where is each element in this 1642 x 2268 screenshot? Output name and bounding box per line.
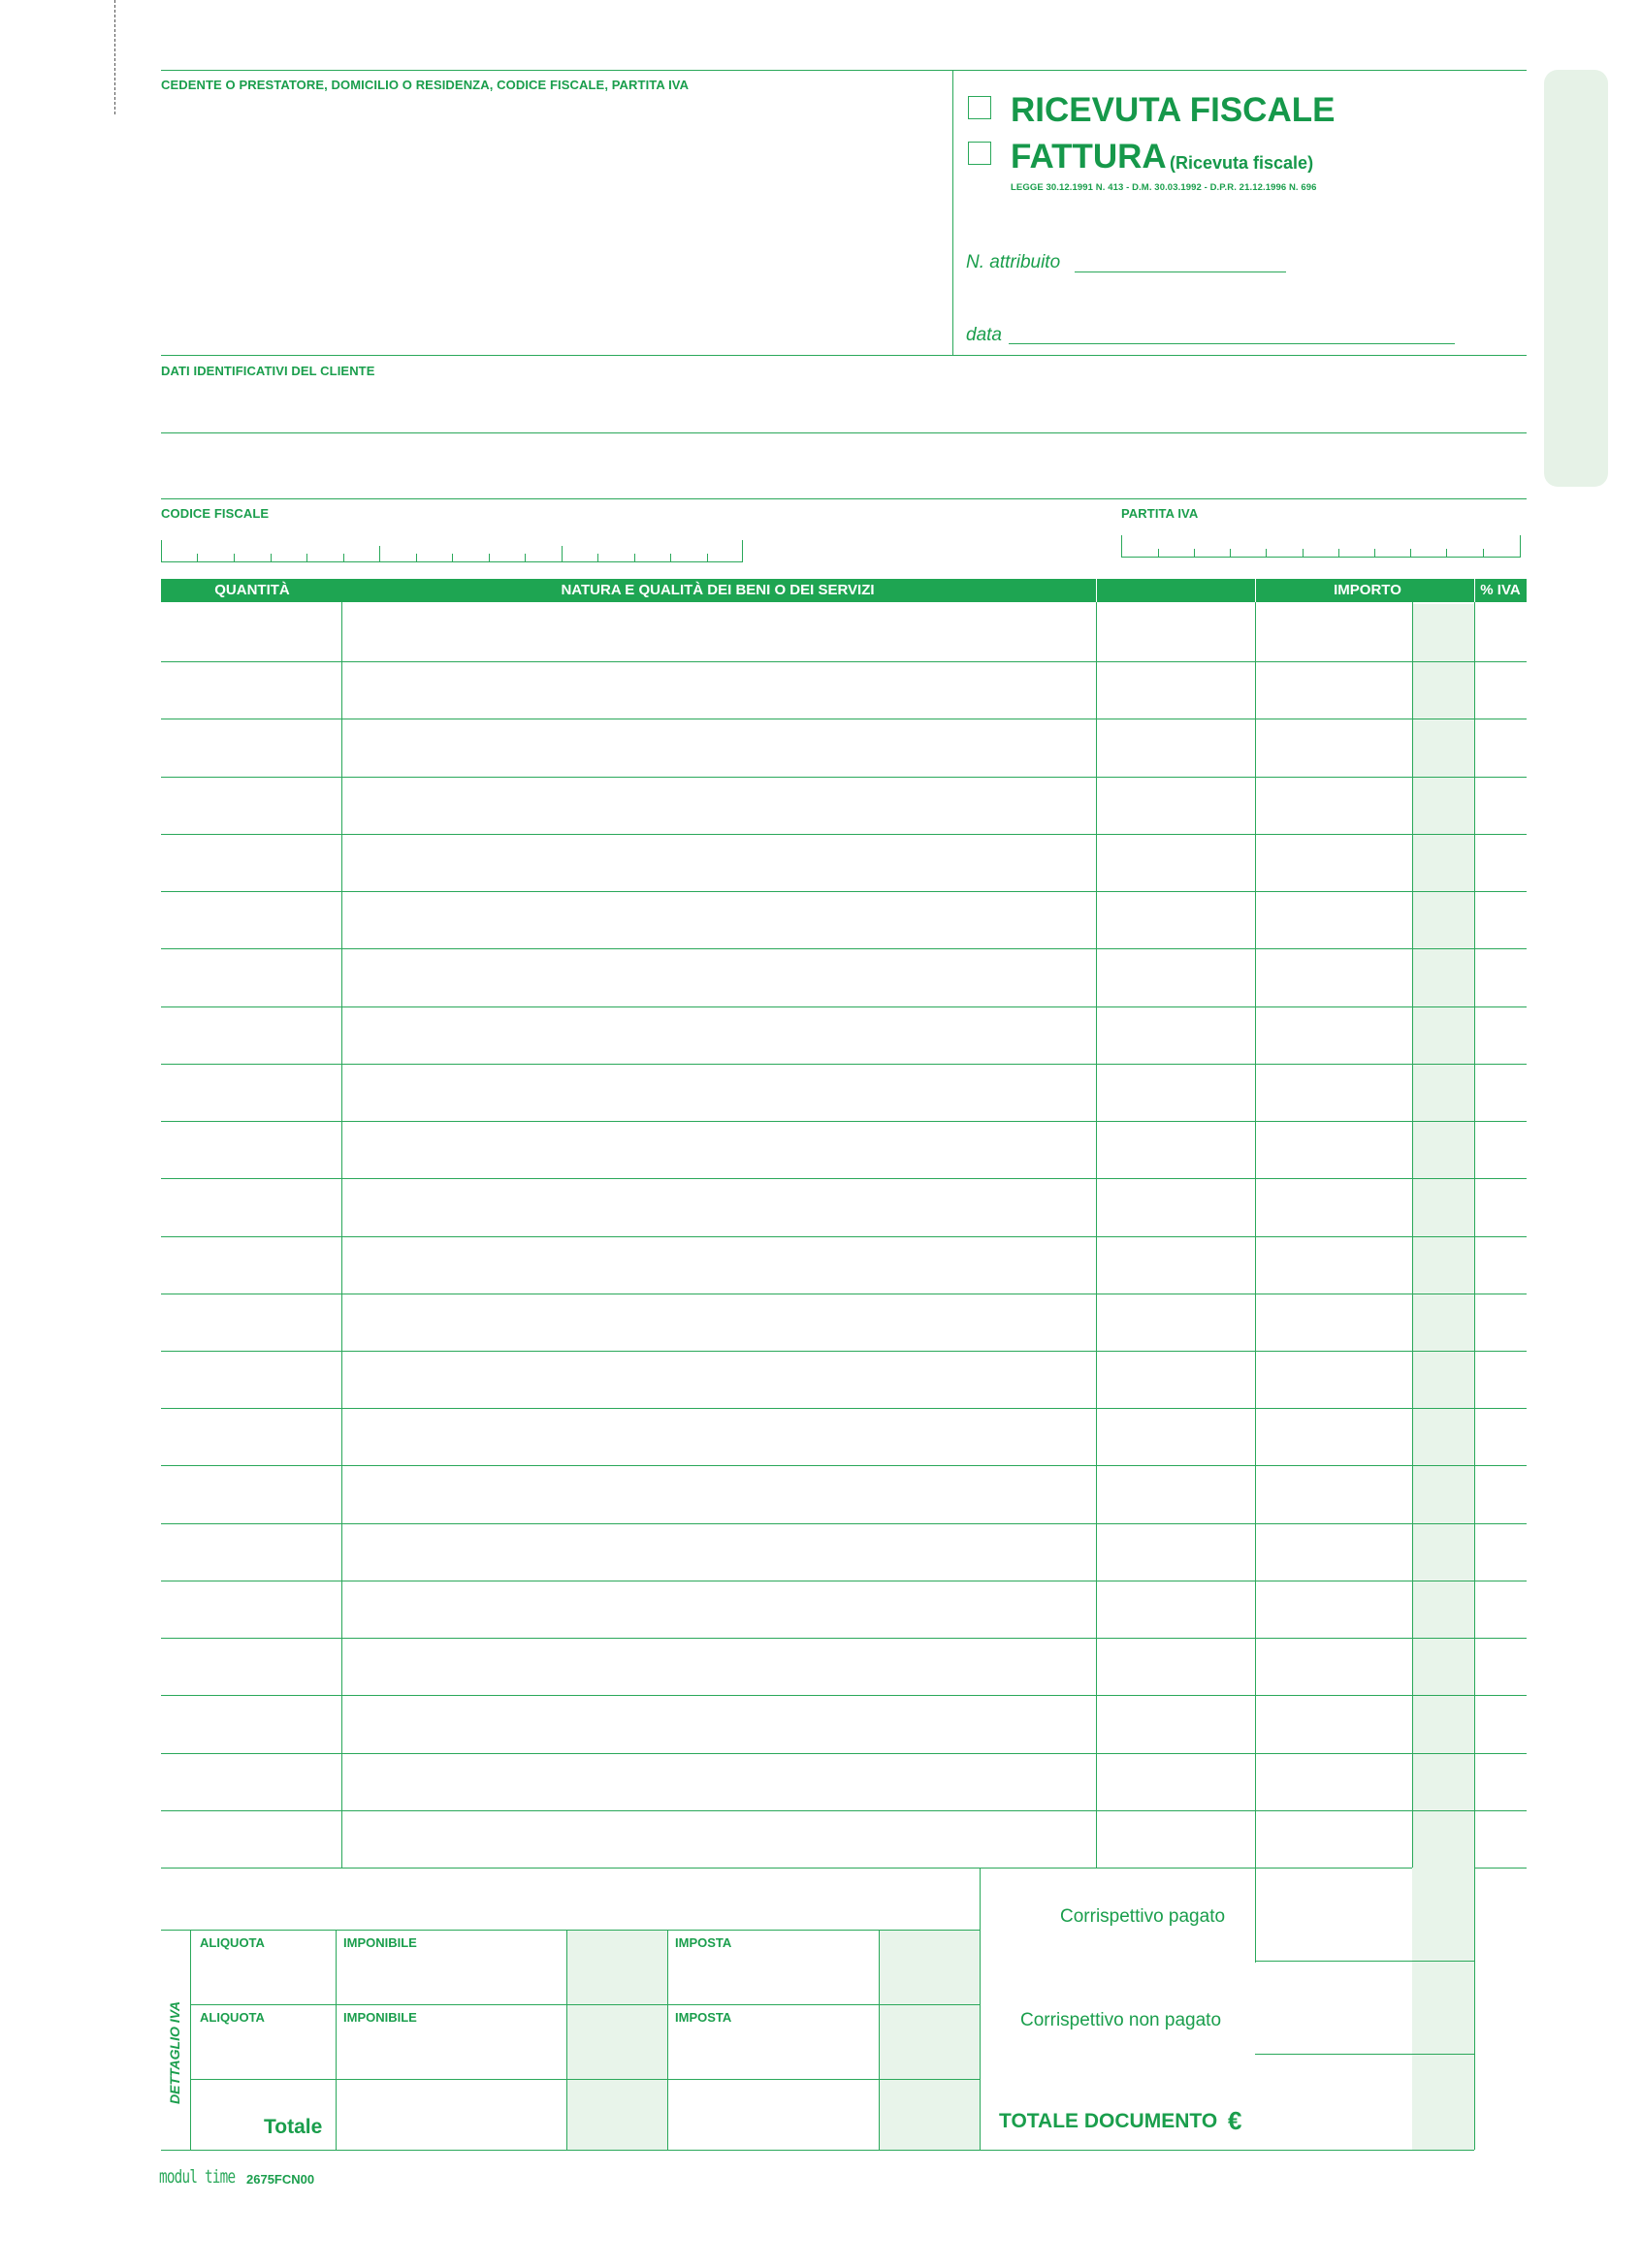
tax-code-tick (306, 554, 307, 561)
issuer-label: CEDENTE O PRESTATORE, DOMICILIO O RESIDENZA, CODICE FISCALE, PARTITA IVA (161, 78, 690, 92)
client-label: DATI IDENTIFICATIVI DEL CLIENTE (161, 364, 375, 378)
tax-code-tick (234, 554, 235, 561)
summary-rule (1255, 1961, 1474, 1962)
vat-divider (667, 1930, 668, 2150)
tax-code-tick (562, 546, 563, 561)
tax-code-tick (525, 554, 526, 561)
tax-code-tick (452, 554, 453, 561)
table-row[interactable] (161, 604, 1527, 661)
vat-top-rule (161, 1930, 980, 1931)
vat-number-tick (1446, 549, 1447, 557)
vat-rate-label-2: ALIQUOTA (200, 2010, 265, 2025)
table-row[interactable] (161, 1523, 1527, 1581)
legal-reference: LEGGE 30.12.1991 N. 413 - D.M. 30.03.1992 - D.P.R. 21.12.1996 N. 696 (1011, 182, 1317, 193)
header-sep (1474, 579, 1475, 602)
vat-tax-field-2[interactable] (669, 2026, 877, 2076)
col-amount-header: IMPORTO (1334, 582, 1401, 598)
vat-tax-field-1[interactable] (669, 1951, 877, 2001)
paid-label: Corrispettivo pagato (1060, 1906, 1226, 1927)
vat-row-rule (190, 2079, 980, 2080)
tax-code-tick (271, 554, 272, 561)
brand-logo: modul time (159, 2166, 236, 2188)
tax-code-tick (707, 554, 708, 561)
invoice-title: FATTURA (1011, 138, 1167, 176)
vat-taxable-label-2: IMPONIBILE (343, 2010, 417, 2025)
col-vat-header: % IVA (1480, 582, 1521, 598)
vat-tax-label-1: IMPOSTA (675, 1935, 732, 1950)
vat-tax-shade (879, 1930, 980, 2150)
col-quantity-header: QUANTITÀ (214, 582, 290, 598)
vat-number-tick (1483, 549, 1484, 557)
invoice-subtitle: (Ricevuta fiscale) (1170, 153, 1314, 173)
number-label: N. attribuito (966, 252, 1061, 272)
vat-tax-label-2: IMPOSTA (675, 2010, 732, 2025)
vat-rate-field-2[interactable] (192, 2026, 334, 2076)
receipt-checkbox[interactable] (968, 96, 991, 119)
date-field[interactable] (1009, 343, 1455, 344)
document-total-label: TOTALE DOCUMENTO (999, 2110, 1218, 2132)
col-description-header: NATURA E QUALITÀ DEI BENI O DEI SERVIZI (561, 582, 875, 598)
header-divider (952, 70, 953, 355)
euro-icon: € (1228, 2106, 1242, 2135)
unpaid-label: Corrispettivo non pagato (1020, 2010, 1222, 2030)
header-sep (1096, 579, 1097, 602)
vat-bottom-rule (161, 2150, 1474, 2151)
vat-taxable-shade (566, 1930, 667, 2150)
vat-number-tick (1158, 549, 1159, 557)
document-total-field[interactable] (1257, 2056, 1410, 2149)
tax-code-tick (597, 554, 598, 561)
summary-shade (1412, 1868, 1474, 2150)
tax-code-tick (379, 546, 380, 561)
table-row[interactable] (161, 719, 1527, 776)
vat-number-label: PARTITA IVA (1121, 506, 1199, 521)
table-row[interactable] (161, 777, 1527, 834)
vat-number-tick (1303, 549, 1304, 557)
table-row[interactable] (161, 1408, 1527, 1465)
header-sep (1255, 579, 1256, 602)
header-top-rule (161, 70, 1527, 71)
table-row[interactable] (161, 891, 1527, 948)
vat-number-field[interactable] (1121, 535, 1521, 558)
issuer-area[interactable] (161, 95, 947, 349)
tax-code-label: CODICE FISCALE (161, 506, 270, 521)
vat-number-tick (1338, 549, 1339, 557)
vat-total-label: Totale (264, 2116, 323, 2138)
table-row[interactable] (161, 661, 1527, 719)
vat-rate-label-1: ALIQUOTA (200, 1935, 265, 1950)
vat-taxable-field-2[interactable] (338, 2026, 564, 2076)
vat-divider (879, 1930, 880, 2150)
table-row[interactable] (161, 1581, 1527, 1638)
table-row[interactable] (161, 1064, 1527, 1121)
vat-number-tick (1194, 549, 1195, 557)
invoice-checkbox[interactable] (968, 142, 991, 165)
side-tab (1544, 70, 1608, 487)
summary-rule (1255, 2054, 1474, 2055)
table-row[interactable] (161, 1006, 1527, 1064)
tax-code-tick (670, 554, 671, 561)
summary-divider (980, 1868, 981, 2150)
table-row[interactable] (161, 1695, 1527, 1752)
vat-rate-field-1[interactable] (192, 1951, 334, 2001)
table-row[interactable] (161, 1294, 1527, 1351)
table-row[interactable] (161, 1178, 1527, 1235)
table-row[interactable] (161, 948, 1527, 1006)
table-row[interactable] (161, 1121, 1527, 1178)
form-code: 2675FCN00 (246, 2172, 315, 2187)
client-bottom-rule (161, 498, 1527, 499)
tax-code-tick (634, 554, 635, 561)
table-bottom-rule (161, 1868, 1527, 1869)
table-row[interactable] (161, 1236, 1527, 1294)
table-row[interactable] (161, 834, 1527, 891)
vat-number-tick (1230, 549, 1231, 557)
vat-divider (336, 1930, 337, 2150)
table-row[interactable] (161, 1638, 1527, 1695)
vat-number-tick (1266, 549, 1267, 557)
vat-taxable-field-1[interactable] (338, 1951, 564, 2001)
tax-code-tick (416, 554, 417, 561)
paid-amount-field[interactable] (1257, 1869, 1410, 1959)
vat-number-tick (1374, 549, 1375, 557)
client-top-rule (161, 355, 1527, 356)
table-row[interactable] (161, 1753, 1527, 1810)
tax-code-tick (489, 554, 490, 561)
cut-line (114, 0, 115, 114)
vat-divider (190, 1930, 191, 2150)
vat-divider (566, 1930, 567, 2150)
table-row[interactable] (161, 1810, 1527, 1868)
vat-row-rule (190, 2004, 980, 2005)
tax-code-tick (343, 554, 344, 561)
table-row[interactable] (161, 1351, 1527, 1408)
table-row[interactable] (161, 1465, 1527, 1522)
vat-number-tick (1410, 549, 1411, 557)
receipt-title: RICEVUTA FISCALE (1011, 91, 1336, 129)
date-label: data (966, 325, 1002, 345)
client-line[interactable] (161, 432, 1527, 433)
tax-code-tick (197, 554, 198, 561)
tax-code-field[interactable] (161, 540, 743, 562)
vat-taxable-label-1: IMPONIBILE (343, 1935, 417, 1950)
vat-detail-side-label: DETTAGLIO IVA (167, 2000, 182, 2104)
unpaid-amount-field[interactable] (1257, 1963, 1410, 2052)
